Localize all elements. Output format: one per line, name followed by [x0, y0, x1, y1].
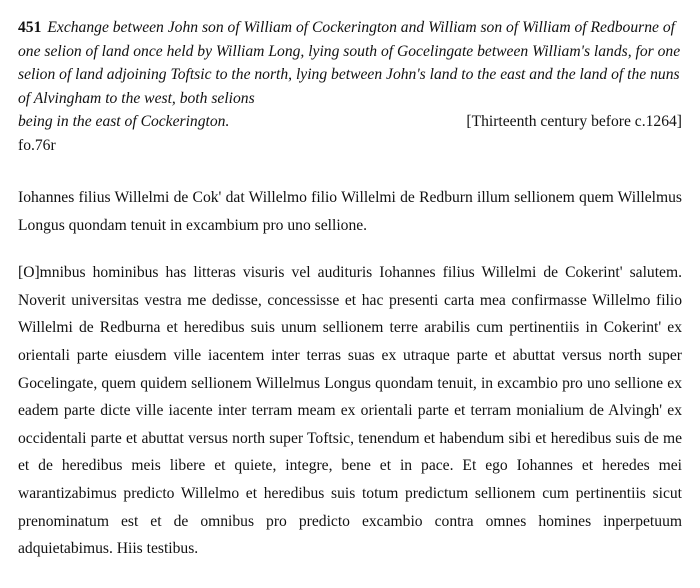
folio-reference: fo.76r	[18, 136, 56, 154]
charter-paragraph: [O]mnibus hominibus has litteras visuris vel audituris Iohannes filius Willelmi de Cokerint' salutem. Noverit universitas vestra me dedisse, concessisse et hac presenti carta mea confirmasse Willelmo filio Willelmi de Redburna et heredibus suis unum sellionem terre arabilis cum pertinentiis in Cokerint' ex orientali parte eiusdem ville iacentem inter terras suas ex utraque parte et abuttat versus north super Gocelingate, quem quidem sellionem Willelmus Longus quondam tenuit, in excambio pro uno sellione ex eadem parte dicte ville iacente inter terram meam ex orientali parte et terram monialium de Alvingh' ex occidentali parte et abuttat versus north super Toftsic, tenendum et habendum sibi et heredibus suis de me et de heredibus meis libere et quiete, integre, bene et in pace. Et ego Iohannes et heredes mei warantizabimus predicto Willelmo et heredibus suis totum predictum sellionem cum pertinentiis sicut prenominatum est et de omnibus pro predicto excambio contra omnes homines inperpetuum adquietabimus. Hiis testibus.	[18, 264, 682, 558]
heading-last-line	[18, 110, 682, 134]
heading-line-2: land once held by William Long, lying south of Gocelingate between William's lands, for one selion of land adjoining	[18, 42, 681, 84]
abstract-paragraph: Iohannes filius Willelmi de Cok' dat Willelmo filio Willelmi de Redburn illum sellionem quem Willelmus Longus quondam tenuit in excambium pro uno sellione.	[18, 188, 682, 234]
date-note: [Thirteenth century before c.1264]	[466, 113, 682, 131]
heading-line-1: Exchange between John son of William of Cockerington and William son of William of Redbourne of one selion of	[18, 19, 675, 60]
entry-heading	[18, 16, 682, 134]
entry-number: 451	[18, 19, 42, 36]
heading-line-3: Toftsic to the north, lying between John's land to the east and the land of the nuns of Alvingham to the west, both selions	[18, 66, 680, 107]
heading-line-4: being in the east of Cockerington.	[18, 113, 230, 131]
